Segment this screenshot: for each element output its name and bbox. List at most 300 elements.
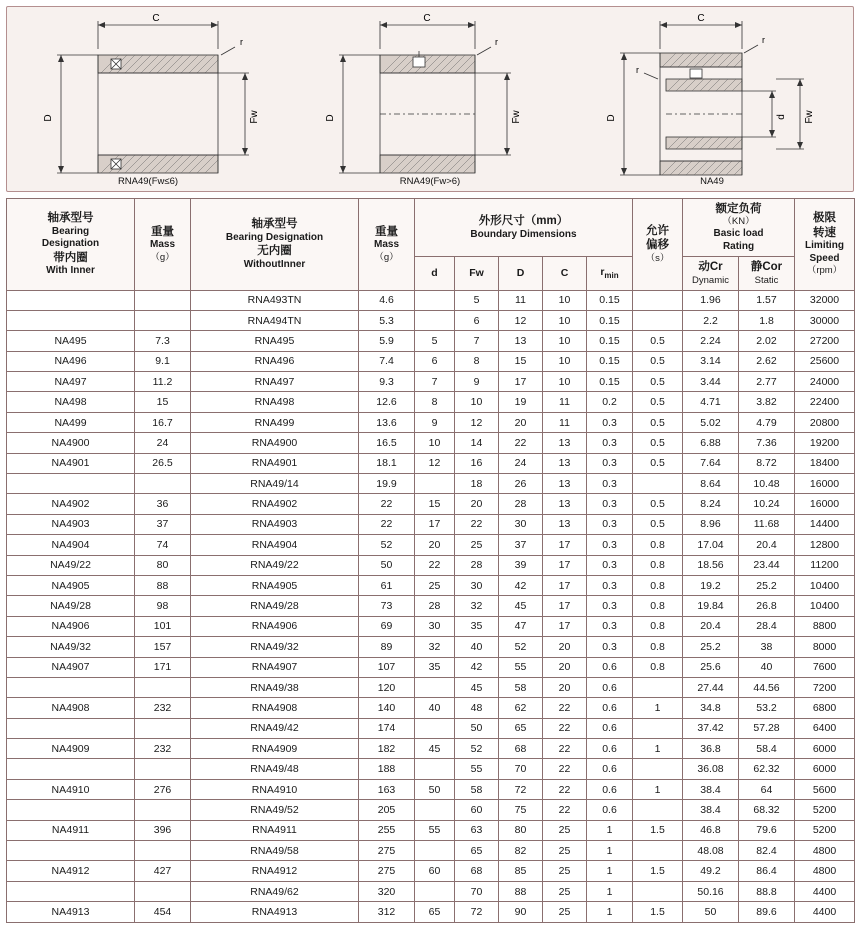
cell-fw: 20 xyxy=(455,494,499,514)
cell-designation-with-inner xyxy=(7,800,135,820)
cell-static-cor: 25.2 xyxy=(739,575,795,595)
cell-r-min: 0.6 xyxy=(587,759,633,779)
cell-fw: 45 xyxy=(455,677,499,697)
cell-d: 65 xyxy=(415,902,455,922)
cell-fw: 5 xyxy=(455,290,499,310)
cell-mass-without-inner: 163 xyxy=(359,779,415,799)
cell-r-min: 0.3 xyxy=(587,575,633,595)
cell-mass-with-inner xyxy=(135,677,191,697)
cell-d: 8 xyxy=(415,392,455,412)
cell-d: 28 xyxy=(415,596,455,616)
cell-mass-without-inner: 275 xyxy=(359,841,415,861)
cell-deviation: 0.8 xyxy=(633,616,683,636)
cell-fw: 25 xyxy=(455,535,499,555)
cell-D: 45 xyxy=(499,596,543,616)
bearing-diagram-panel xyxy=(6,6,854,192)
figure-caption: RNA49(Fw≤6) xyxy=(117,176,179,187)
cell-d: 17 xyxy=(415,514,455,534)
cell-designation-without-inner: RNA4901 xyxy=(191,453,359,473)
cell-dynamic-cr: 46.8 xyxy=(683,820,739,840)
cell-fw: 40 xyxy=(455,637,499,657)
cell-C: 22 xyxy=(543,779,587,799)
cell-static-cor: 10.48 xyxy=(739,474,795,494)
cell-designation-with-inner: NA4907 xyxy=(7,657,135,677)
figure-na49 xyxy=(571,7,853,191)
table-row xyxy=(7,392,855,412)
cell-fw: 22 xyxy=(455,514,499,534)
cell-mass-without-inner: 13.6 xyxy=(359,412,415,432)
cell-dynamic-cr: 25.6 xyxy=(683,657,739,677)
cell-r-min: 0.15 xyxy=(587,290,633,310)
cell-dynamic-cr: 18.56 xyxy=(683,555,739,575)
cell-limiting-speed: 4800 xyxy=(795,861,855,881)
cell-dynamic-cr: 37.42 xyxy=(683,718,739,738)
table-row xyxy=(7,657,855,677)
cell-D: 42 xyxy=(499,575,543,595)
cell-dynamic-cr: 50 xyxy=(683,902,739,922)
cell-static-cor: 2.02 xyxy=(739,331,795,351)
cell-mass-with-inner xyxy=(135,718,191,738)
cell-dynamic-cr: 50.16 xyxy=(683,881,739,901)
cell-designation-without-inner: RNA496 xyxy=(191,351,359,371)
cell-r-min: 0.3 xyxy=(587,433,633,453)
cell-designation-with-inner: NA4900 xyxy=(7,433,135,453)
cell-C: 22 xyxy=(543,698,587,718)
cell-designation-without-inner: RNA49/14 xyxy=(191,474,359,494)
cell-mass-without-inner: 89 xyxy=(359,637,415,657)
cell-deviation: 0.5 xyxy=(633,494,683,514)
cell-static-cor: 26.8 xyxy=(739,596,795,616)
cell-D: 22 xyxy=(499,433,543,453)
figure-rna49-fw-le-6 xyxy=(7,7,289,191)
cell-designation-without-inner: RNA499 xyxy=(191,412,359,432)
cell-static-cor: 10.24 xyxy=(739,494,795,514)
cell-limiting-speed: 32000 xyxy=(795,290,855,310)
cell-C: 10 xyxy=(543,331,587,351)
cell-designation-with-inner: NA4908 xyxy=(7,698,135,718)
cell-r-min: 1 xyxy=(587,841,633,861)
header-d: d xyxy=(415,257,455,290)
cell-designation-with-inner xyxy=(7,759,135,779)
cell-limiting-speed: 4400 xyxy=(795,902,855,922)
header-D: D xyxy=(499,257,543,290)
cell-limiting-speed: 22400 xyxy=(795,392,855,412)
cell-C: 25 xyxy=(543,820,587,840)
cell-r-min: 0.3 xyxy=(587,494,633,514)
cell-deviation: 0.5 xyxy=(633,331,683,351)
cell-limiting-speed: 30000 xyxy=(795,310,855,330)
header-boundary-dimensions: 外形尺寸（mm） Boundary Dimensions xyxy=(415,199,633,257)
cell-r-min: 0.6 xyxy=(587,800,633,820)
cell-designation-without-inner: RNA49/52 xyxy=(191,800,359,820)
cell-fw: 52 xyxy=(455,739,499,759)
cell-deviation: 0.5 xyxy=(633,372,683,392)
cell-mass-with-inner: 427 xyxy=(135,861,191,881)
cell-designation-with-inner: NA4913 xyxy=(7,902,135,922)
cell-dynamic-cr: 36.8 xyxy=(683,739,739,759)
cell-mass-with-inner: 11.2 xyxy=(135,372,191,392)
cell-limiting-speed: 16000 xyxy=(795,494,855,514)
svg-text:C: C xyxy=(152,13,160,24)
cell-mass-with-inner: 101 xyxy=(135,616,191,636)
cell-C: 20 xyxy=(543,637,587,657)
cell-dynamic-cr: 2.24 xyxy=(683,331,739,351)
table-row xyxy=(7,677,855,697)
cell-designation-without-inner: RNA49/32 xyxy=(191,637,359,657)
cell-D: 11 xyxy=(499,290,543,310)
cell-limiting-speed: 20800 xyxy=(795,412,855,432)
cell-fw: 12 xyxy=(455,412,499,432)
cell-designation-with-inner: NA4909 xyxy=(7,739,135,759)
cell-limiting-speed: 5200 xyxy=(795,800,855,820)
cell-mass-with-inner: 37 xyxy=(135,514,191,534)
cell-dynamic-cr: 25.2 xyxy=(683,637,739,657)
cell-r-min: 0.15 xyxy=(587,351,633,371)
cell-fw: 18 xyxy=(455,474,499,494)
table-row xyxy=(7,351,855,371)
cell-r-min: 0.3 xyxy=(587,412,633,432)
cell-d xyxy=(415,759,455,779)
cell-deviation xyxy=(633,290,683,310)
cell-r-min: 0.3 xyxy=(587,453,633,473)
cell-mass-without-inner: 52 xyxy=(359,535,415,555)
cell-designation-without-inner: RNA49/58 xyxy=(191,841,359,861)
cell-r-min: 0.15 xyxy=(587,310,633,330)
cell-dynamic-cr: 3.14 xyxy=(683,351,739,371)
cell-designation-without-inner: RNA497 xyxy=(191,372,359,392)
cell-mass-with-inner: 157 xyxy=(135,637,191,657)
cell-d: 40 xyxy=(415,698,455,718)
cell-designation-without-inner: RNA4913 xyxy=(191,902,359,922)
cell-limiting-speed: 6400 xyxy=(795,718,855,738)
cell-mass-without-inner: 22 xyxy=(359,514,415,534)
cell-d: 10 xyxy=(415,433,455,453)
cell-r-min: 0.3 xyxy=(587,474,633,494)
cell-designation-with-inner: NA4911 xyxy=(7,820,135,840)
cell-deviation: 0.5 xyxy=(633,453,683,473)
cell-mass-without-inner: 188 xyxy=(359,759,415,779)
cell-d: 32 xyxy=(415,637,455,657)
cell-deviation xyxy=(633,759,683,779)
cell-D: 68 xyxy=(499,739,543,759)
cell-mass-without-inner: 275 xyxy=(359,861,415,881)
cell-mass-with-inner: 454 xyxy=(135,902,191,922)
cell-mass-without-inner: 4.6 xyxy=(359,290,415,310)
cell-limiting-speed: 11200 xyxy=(795,555,855,575)
cell-fw: 7 xyxy=(455,331,499,351)
cell-d: 25 xyxy=(415,575,455,595)
cell-designation-without-inner: RNA4903 xyxy=(191,514,359,534)
figure-caption: NA49 xyxy=(700,176,724,187)
cell-mass-without-inner: 50 xyxy=(359,555,415,575)
table-row xyxy=(7,290,855,310)
cell-limiting-speed: 10400 xyxy=(795,596,855,616)
cell-C: 17 xyxy=(543,575,587,595)
cell-limiting-speed: 5600 xyxy=(795,779,855,799)
cell-d xyxy=(415,677,455,697)
cell-limiting-speed: 7200 xyxy=(795,677,855,697)
cell-D: 72 xyxy=(499,779,543,799)
cell-limiting-speed: 8000 xyxy=(795,637,855,657)
cell-fw: 48 xyxy=(455,698,499,718)
cell-D: 88 xyxy=(499,881,543,901)
cell-designation-with-inner: NA497 xyxy=(7,372,135,392)
cell-r-min: 1 xyxy=(587,881,633,901)
cell-limiting-speed: 19200 xyxy=(795,433,855,453)
cell-D: 19 xyxy=(499,392,543,412)
cell-fw: 70 xyxy=(455,881,499,901)
header-designation-without-inner: 轴承型号 Bearing Designation 无内圈 WithoutInner xyxy=(191,199,359,291)
cell-designation-with-inner: NA49/22 xyxy=(7,555,135,575)
cell-D: 80 xyxy=(499,820,543,840)
cell-D: 58 xyxy=(499,677,543,697)
cell-D: 20 xyxy=(499,412,543,432)
cell-D: 70 xyxy=(499,759,543,779)
cell-limiting-speed: 16000 xyxy=(795,474,855,494)
cell-deviation: 0.8 xyxy=(633,575,683,595)
header-deviation: 允许 偏移 （s） xyxy=(633,199,683,291)
cell-deviation: 0.8 xyxy=(633,535,683,555)
cell-fw: 55 xyxy=(455,759,499,779)
cell-mass-without-inner: 174 xyxy=(359,718,415,738)
cell-static-cor: 88.8 xyxy=(739,881,795,901)
cell-D: 37 xyxy=(499,535,543,555)
table-row xyxy=(7,514,855,534)
table-row xyxy=(7,575,855,595)
cell-D: 75 xyxy=(499,800,543,820)
cell-mass-without-inner: 312 xyxy=(359,902,415,922)
cell-deviation: 0.8 xyxy=(633,637,683,657)
cell-fw: 68 xyxy=(455,861,499,881)
cell-deviation: 0.8 xyxy=(633,596,683,616)
cell-C: 13 xyxy=(543,514,587,534)
cell-fw: 58 xyxy=(455,779,499,799)
cell-C: 17 xyxy=(543,535,587,555)
cell-designation-without-inner: RNA4902 xyxy=(191,494,359,514)
header-mass-with-inner: 重量 Mass （g） xyxy=(135,199,191,291)
cell-r-min: 0.6 xyxy=(587,677,633,697)
svg-text:D: D xyxy=(606,114,617,122)
cell-static-cor: 2.77 xyxy=(739,372,795,392)
cell-mass-with-inner: 171 xyxy=(135,657,191,677)
cell-designation-with-inner: NA4901 xyxy=(7,453,135,473)
cell-limiting-speed: 25600 xyxy=(795,351,855,371)
cell-static-cor: 28.4 xyxy=(739,616,795,636)
cell-limiting-speed: 14400 xyxy=(795,514,855,534)
header-designation-with-inner: 轴承型号 Bearing Designation 带内圈 With Inner xyxy=(7,199,135,291)
table-row xyxy=(7,861,855,881)
table-row xyxy=(7,637,855,657)
cell-C: 20 xyxy=(543,657,587,677)
svg-text:d: d xyxy=(776,114,787,120)
cell-mass-without-inner: 5.9 xyxy=(359,331,415,351)
cell-deviation: 1.5 xyxy=(633,820,683,840)
cell-designation-without-inner: RNA495 xyxy=(191,331,359,351)
cell-limiting-speed: 24000 xyxy=(795,372,855,392)
cell-dynamic-cr: 38.4 xyxy=(683,800,739,820)
cell-C: 13 xyxy=(543,433,587,453)
cell-mass-without-inner: 120 xyxy=(359,677,415,697)
cell-D: 13 xyxy=(499,331,543,351)
cell-designation-without-inner: RNA49/28 xyxy=(191,596,359,616)
cell-mass-without-inner: 69 xyxy=(359,616,415,636)
cell-D: 90 xyxy=(499,902,543,922)
cell-D: 39 xyxy=(499,555,543,575)
svg-text:r: r xyxy=(495,37,498,47)
cell-mass-without-inner: 73 xyxy=(359,596,415,616)
cell-C: 10 xyxy=(543,351,587,371)
cell-r-min: 0.6 xyxy=(587,779,633,799)
cell-static-cor: 1.57 xyxy=(739,290,795,310)
cell-static-cor: 2.62 xyxy=(739,351,795,371)
table-row xyxy=(7,841,855,861)
cell-deviation xyxy=(633,310,683,330)
cell-C: 17 xyxy=(543,555,587,575)
cell-static-cor: 23.44 xyxy=(739,555,795,575)
table-row xyxy=(7,616,855,636)
cell-D: 24 xyxy=(499,453,543,473)
figure-rna49-fw-gt-6 xyxy=(289,7,571,191)
cell-static-cor: 58.4 xyxy=(739,739,795,759)
cell-mass-with-inner: 98 xyxy=(135,596,191,616)
cell-C: 13 xyxy=(543,453,587,473)
cell-r-min: 0.3 xyxy=(587,555,633,575)
cell-d xyxy=(415,881,455,901)
cell-dynamic-cr: 8.64 xyxy=(683,474,739,494)
cell-deviation: 0.5 xyxy=(633,412,683,432)
cell-designation-without-inner: RNA4900 xyxy=(191,433,359,453)
svg-text:r: r xyxy=(762,35,765,45)
cell-mass-without-inner: 255 xyxy=(359,820,415,840)
cell-C: 10 xyxy=(543,310,587,330)
cell-limiting-speed: 6000 xyxy=(795,739,855,759)
cell-d xyxy=(415,718,455,738)
cell-r-min: 0.15 xyxy=(587,372,633,392)
cell-C: 11 xyxy=(543,392,587,412)
cell-dynamic-cr: 4.71 xyxy=(683,392,739,412)
cell-designation-without-inner: RNA49/48 xyxy=(191,759,359,779)
table-row xyxy=(7,494,855,514)
cell-dynamic-cr: 48.08 xyxy=(683,841,739,861)
table-row xyxy=(7,779,855,799)
cell-d: 55 xyxy=(415,820,455,840)
cell-dynamic-cr: 19.2 xyxy=(683,575,739,595)
cell-dynamic-cr: 49.2 xyxy=(683,861,739,881)
svg-text:C: C xyxy=(697,13,705,24)
cell-deviation xyxy=(633,841,683,861)
cell-limiting-speed: 10400 xyxy=(795,575,855,595)
cell-static-cor: 62.32 xyxy=(739,759,795,779)
cell-C: 10 xyxy=(543,290,587,310)
cell-C: 25 xyxy=(543,881,587,901)
cell-dynamic-cr: 2.2 xyxy=(683,310,739,330)
cell-C: 13 xyxy=(543,474,587,494)
cell-d: 45 xyxy=(415,739,455,759)
cell-D: 17 xyxy=(499,372,543,392)
cell-limiting-speed: 6800 xyxy=(795,698,855,718)
cell-C: 11 xyxy=(543,412,587,432)
cell-static-cor: 38 xyxy=(739,637,795,657)
cell-fw: 30 xyxy=(455,575,499,595)
cell-designation-with-inner xyxy=(7,718,135,738)
cell-static-cor: 89.6 xyxy=(739,902,795,922)
cell-mass-with-inner xyxy=(135,881,191,901)
cell-deviation xyxy=(633,881,683,901)
cell-r-min: 1 xyxy=(587,902,633,922)
cell-D: 15 xyxy=(499,351,543,371)
table-row xyxy=(7,331,855,351)
cell-mass-with-inner: 7.3 xyxy=(135,331,191,351)
cell-C: 10 xyxy=(543,372,587,392)
cell-designation-without-inner: RNA4911 xyxy=(191,820,359,840)
cell-C: 22 xyxy=(543,718,587,738)
cell-D: 65 xyxy=(499,718,543,738)
cell-designation-without-inner: RNA49/38 xyxy=(191,677,359,697)
cell-designation-with-inner: NA4912 xyxy=(7,861,135,881)
table-row xyxy=(7,759,855,779)
cell-dynamic-cr: 3.44 xyxy=(683,372,739,392)
cell-d: 6 xyxy=(415,351,455,371)
cell-fw: 6 xyxy=(455,310,499,330)
cell-designation-with-inner xyxy=(7,881,135,901)
cell-static-cor: 86.4 xyxy=(739,861,795,881)
cell-deviation: 1 xyxy=(633,698,683,718)
cell-designation-with-inner: NA49/32 xyxy=(7,637,135,657)
cell-designation-without-inner: RNA49/22 xyxy=(191,555,359,575)
svg-text:r: r xyxy=(240,37,243,47)
cell-d: 35 xyxy=(415,657,455,677)
cell-mass-with-inner xyxy=(135,290,191,310)
cell-mass-without-inner: 5.3 xyxy=(359,310,415,330)
cell-mass-with-inner: 9.1 xyxy=(135,351,191,371)
table-body xyxy=(7,290,855,922)
svg-text:C: C xyxy=(423,13,431,24)
cell-deviation xyxy=(633,677,683,697)
cell-static-cor: 1.8 xyxy=(739,310,795,330)
cell-mass-without-inner: 9.3 xyxy=(359,372,415,392)
cell-designation-without-inner: RNA4909 xyxy=(191,739,359,759)
cell-deviation: 1.5 xyxy=(633,902,683,922)
cell-designation-with-inner: NA4905 xyxy=(7,575,135,595)
cell-dynamic-cr: 6.88 xyxy=(683,433,739,453)
cell-deviation: 0.5 xyxy=(633,392,683,412)
table-row xyxy=(7,820,855,840)
cell-r-min: 0.3 xyxy=(587,637,633,657)
cell-dynamic-cr: 19.84 xyxy=(683,596,739,616)
cell-fw: 63 xyxy=(455,820,499,840)
cell-mass-with-inner: 276 xyxy=(135,779,191,799)
cell-designation-with-inner: NA495 xyxy=(7,331,135,351)
bearing-spec-table xyxy=(6,198,855,923)
cell-deviation xyxy=(633,718,683,738)
cell-r-min: 0.3 xyxy=(587,535,633,555)
cell-limiting-speed: 5200 xyxy=(795,820,855,840)
cell-C: 25 xyxy=(543,902,587,922)
header-limiting-speed: 极限 转速 Limiting Speed （rpm） xyxy=(795,199,855,291)
cell-r-min: 0.6 xyxy=(587,718,633,738)
cell-static-cor: 20.4 xyxy=(739,535,795,555)
cell-designation-without-inner: RNA4910 xyxy=(191,779,359,799)
header-mass-without-inner: 重量 Mass （g） xyxy=(359,199,415,291)
cell-mass-with-inner: 24 xyxy=(135,433,191,453)
cell-designation-with-inner: NA4902 xyxy=(7,494,135,514)
cell-mass-with-inner: 88 xyxy=(135,575,191,595)
cell-mass-without-inner: 22 xyxy=(359,494,415,514)
cell-D: 47 xyxy=(499,616,543,636)
cell-fw: 72 xyxy=(455,902,499,922)
cell-fw: 32 xyxy=(455,596,499,616)
table-row xyxy=(7,453,855,473)
